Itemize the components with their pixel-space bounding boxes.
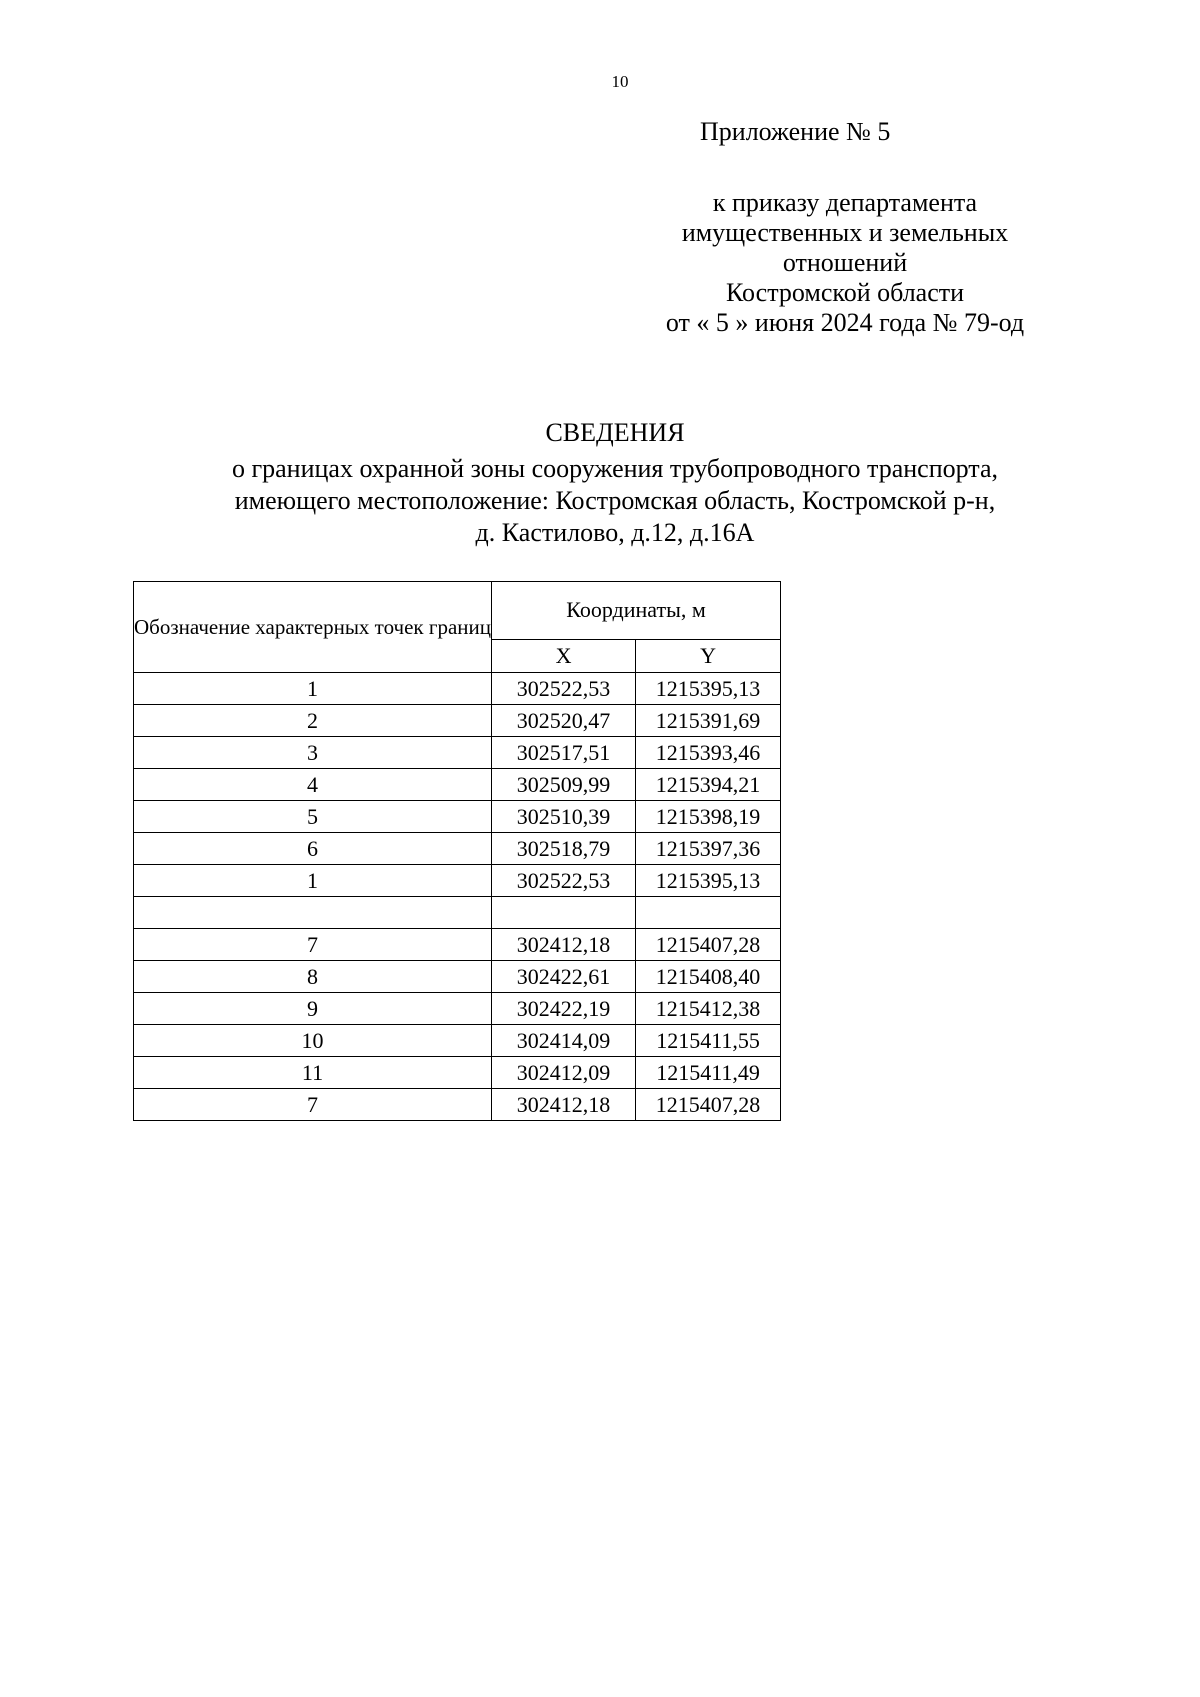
order-line: от « 5 » июня 2024 года № 79-од	[665, 308, 1025, 337]
table-row	[134, 1025, 781, 1057]
point-cell: 10	[134, 1025, 492, 1057]
y-coordinate-cell: 1215391,69	[636, 705, 781, 737]
header-y: Y	[636, 639, 781, 672]
order-reference	[620, 188, 1070, 338]
point-cell: 2	[134, 705, 492, 737]
table-row	[134, 865, 781, 897]
x-coordinate-cell: 302414,09	[492, 1025, 636, 1057]
coordinates-table	[133, 581, 781, 1121]
point-cell	[134, 897, 492, 929]
y-coordinate-cell: 1215411,49	[636, 1057, 781, 1089]
point-cell: 6	[134, 833, 492, 865]
x-coordinate-cell: 302510,39	[492, 801, 636, 833]
subtitle-line: о границах охранной зоны сооружения трубопроводного транспорта,	[231, 454, 999, 483]
x-coordinate-cell: 302412,09	[492, 1057, 636, 1089]
x-coordinate-cell	[492, 897, 636, 929]
point-cell: 4	[134, 769, 492, 801]
table-row	[134, 993, 781, 1025]
header-x: X	[492, 639, 636, 672]
y-coordinate-cell: 1215407,28	[636, 929, 781, 961]
point-cell: 8	[134, 961, 492, 993]
x-coordinate-cell: 302509,99	[492, 769, 636, 801]
table-row	[134, 769, 781, 801]
order-line: отношений	[782, 248, 908, 277]
table-row	[134, 1089, 781, 1121]
y-coordinate-cell: 1215407,28	[636, 1089, 781, 1121]
order-line: к приказу департамента	[712, 188, 978, 217]
y-coordinate-cell: 1215397,36	[636, 833, 781, 865]
table-row	[134, 801, 781, 833]
point-cell: 7	[134, 929, 492, 961]
x-coordinate-cell: 302522,53	[492, 865, 636, 897]
table-row	[134, 1057, 781, 1089]
table-row	[134, 705, 781, 737]
x-coordinate-cell: 302412,18	[492, 1089, 636, 1121]
point-cell: 9	[134, 993, 492, 1025]
point-cell: 7	[134, 1089, 492, 1121]
document-subtitle	[0, 453, 1200, 549]
table-header-row	[134, 582, 781, 640]
point-cell: 1	[134, 865, 492, 897]
table-row	[134, 897, 781, 929]
header-point-designation: Обозначение характерных точек границ	[134, 582, 492, 673]
subtitle-line: имеющего местоположение: Костромская область, Костромской р-н,	[234, 486, 996, 515]
table-row	[134, 673, 781, 705]
y-coordinate-cell: 1215411,55	[636, 1025, 781, 1057]
document-title: СВЕДЕНИЯ	[545, 418, 685, 447]
table-row	[134, 961, 781, 993]
y-coordinate-cell: 1215395,13	[636, 865, 781, 897]
table-row	[134, 833, 781, 865]
y-coordinate-cell	[636, 897, 781, 929]
y-coordinate-cell: 1215394,21	[636, 769, 781, 801]
x-coordinate-cell: 302520,47	[492, 705, 636, 737]
y-coordinate-cell: 1215412,38	[636, 993, 781, 1025]
x-coordinate-cell: 302517,51	[492, 737, 636, 769]
table-row	[134, 737, 781, 769]
x-coordinate-cell: 302518,79	[492, 833, 636, 865]
point-cell: 3	[134, 737, 492, 769]
point-cell: 11	[134, 1057, 492, 1089]
appendix-title: Приложение № 5	[700, 117, 891, 146]
order-line: имущественных и земельных	[681, 218, 1009, 247]
y-coordinate-cell: 1215408,40	[636, 961, 781, 993]
x-coordinate-cell: 302422,19	[492, 993, 636, 1025]
x-coordinate-cell: 302522,53	[492, 673, 636, 705]
subtitle-line: д. Кастилово, д.12, д.16А	[475, 518, 755, 547]
order-line: Костромской области	[725, 278, 965, 307]
x-coordinate-cell: 302422,61	[492, 961, 636, 993]
header-coordinates: Координаты, м	[492, 582, 781, 640]
y-coordinate-cell: 1215395,13	[636, 673, 781, 705]
point-cell: 1	[134, 673, 492, 705]
point-cell: 5	[134, 801, 492, 833]
table-row	[134, 929, 781, 961]
y-coordinate-cell: 1215393,46	[636, 737, 781, 769]
x-coordinate-cell: 302412,18	[492, 929, 636, 961]
y-coordinate-cell: 1215398,19	[636, 801, 781, 833]
page-number: 10	[611, 72, 629, 91]
